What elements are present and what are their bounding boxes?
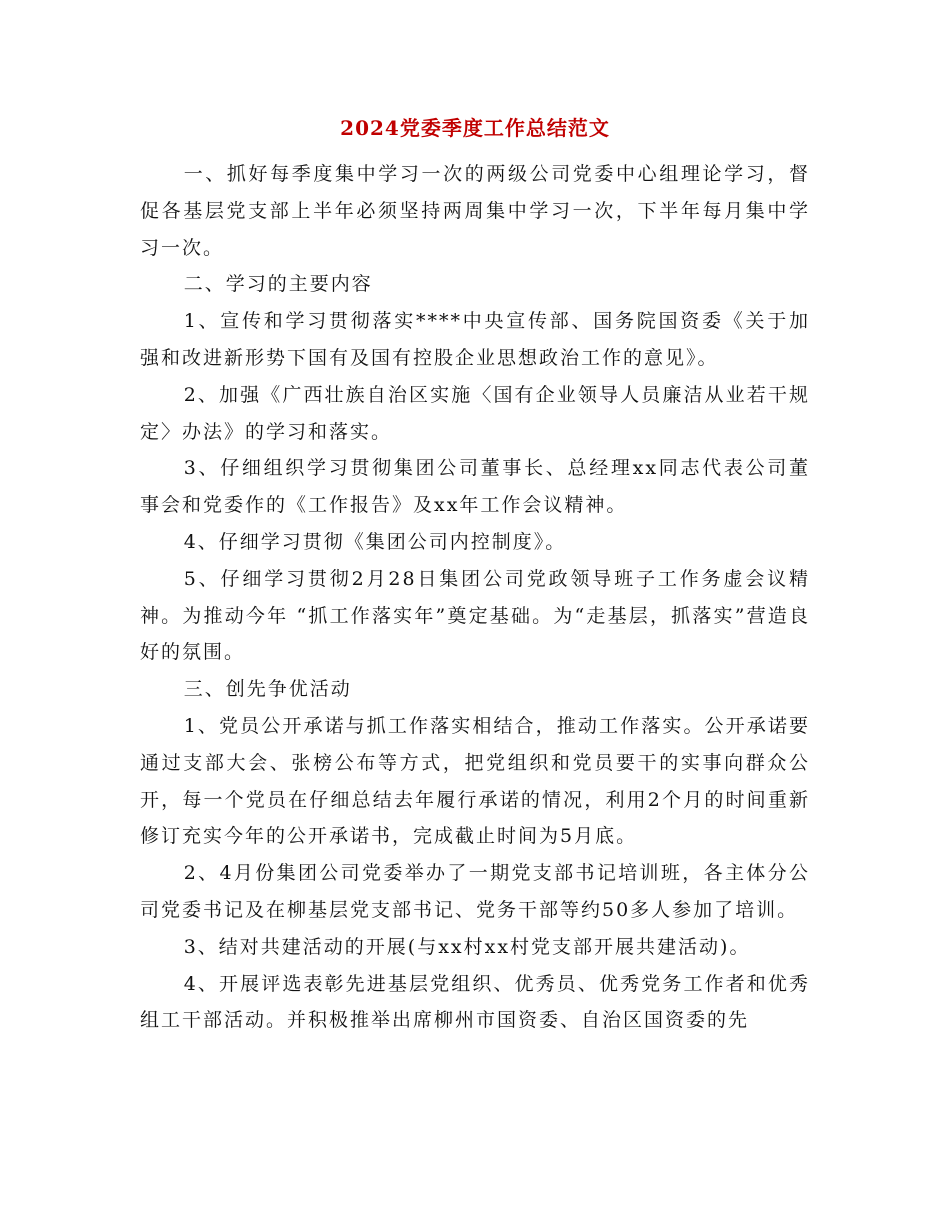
paragraph-activity-2: 2、4月份集团公司党委举办了一期党支部书记培训班，各主体分公司党委书记及在柳基层党支部书记、党务干部等约50多人参加了培训。 (140, 862, 810, 921)
paragraph-item-4: 4、仔细学习贯彻《集团公司内控制度》。 (183, 530, 567, 553)
paragraph-item-3: 3、仔细组织学习贯彻集团公司董事长、总经理xx同志代表公司董事会和党委作的《工作报告》及xx年工作会议精神。 (140, 457, 810, 517)
section-heading-activities: 三、创先争优活动 (183, 678, 352, 701)
paragraph-study-schedule: 一、抓好每季度集中学习一次的两级公司党委中心组理论学习，督促各基层党支部上半年必须坚持两周集中学习一次，下半年每月集中学习一次。 (140, 163, 810, 259)
document-title: 2024党委季度工作总结范文 (340, 116, 610, 140)
document-body (140, 156, 810, 1039)
paragraph-item-5: 5、仔细学习贯彻2月28日集团公司党政领导班子工作务虚会议精神。为推动今年 “抓工作落实年”奠定基础。为“走基层，抓落实”营造良好的氛围。 (140, 567, 810, 664)
paragraph-activity-4: 4、开展评选表彰先进基层党组织、优秀员、优秀党务工作者和优秀组工干部活动。并积极推举出席柳州市国资委、自治区国资委的先 (140, 972, 810, 1032)
paragraph-activity-3: 3、结对共建活动的开展(与xx村xx村党支部开展共建活动)。 (183, 935, 751, 958)
paragraph-activity-1: 1、党员公开承诺与抓工作落实相结合，推动工作落实。公开承诺要通过支部大会、张榜公布等方式，把党组织和党员要干的实事向群众公开，每一个党员在仔细总结去年履行承诺的情况，利用2个月的时间重新修订充实今年的公开承诺书，完成截止时间为5月底。 (140, 714, 810, 848)
paragraph-item-2: 2、加强《广西壮族自治区实施〈国有企业领导人员廉洁从业若干规定〉办法》的学习和落实。 (140, 383, 810, 443)
section-heading-study-content: 二、学习的主要内容 (183, 273, 373, 296)
paragraph-item-1: 1、宣传和学习贯彻落实****中央宣传部、国务院国资委《关于加强和改进新形势下国有及国有控股企业思想政治工作的意见》。 (140, 310, 810, 369)
